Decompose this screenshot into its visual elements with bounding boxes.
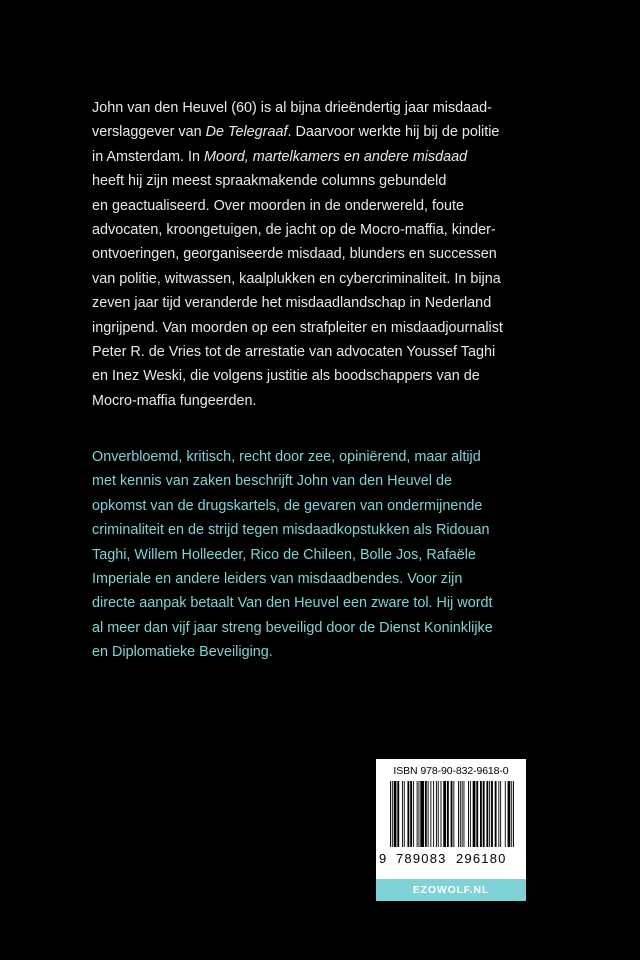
barcode-bar <box>436 781 437 847</box>
quote-line: opkomst van de drugskartels, de gevaren van ondermijnende <box>92 497 483 514</box>
description-line: heeft hij zijn meest spraakmakende columns gebundeld <box>92 173 447 190</box>
barcode-bar <box>480 781 482 847</box>
barcode-bar <box>392 781 393 847</box>
description-text: in Amsterdam. In <box>92 148 204 165</box>
barcode-digits <box>376 847 526 871</box>
newspaper-title: De Telegraaf <box>205 124 288 141</box>
quote-line: Onverbloemd, kritisch, recht door zee, opiniërend, maar altijd <box>92 449 481 465</box>
barcode-digits-left: 789083 <box>396 851 447 866</box>
barcode-bar <box>453 781 454 847</box>
isbn-barcode-block <box>376 759 526 901</box>
barcode-bar <box>430 781 431 847</box>
barcode-bar <box>491 781 493 847</box>
barcode-bar <box>486 781 488 847</box>
description-line: en Inez Weski, die volgens justitie als boodschappers van de <box>92 368 480 385</box>
book-title: Moord, martelkamers en andere misdaad <box>203 148 468 165</box>
barcode-bar <box>443 781 446 847</box>
barcode-bar <box>433 781 434 847</box>
barcode-bar <box>498 781 499 847</box>
description-line: en geactualiseerd. Over moorden in de onderwereld, foute <box>92 197 464 214</box>
barcode-bar <box>462 781 463 847</box>
description-line <box>92 120 532 144</box>
description-line: ontvoeringen, georganiseerde misdaad, blunders en successen <box>92 246 497 263</box>
barcode-bar <box>505 781 506 847</box>
barcode-digits-right: 296180 <box>456 851 507 866</box>
barcode-bar <box>404 781 405 847</box>
publisher-website: EZOWOLF.NL <box>376 879 526 901</box>
barcode-bar <box>441 781 442 847</box>
quote-paragraph <box>92 445 532 665</box>
description-line <box>92 145 532 169</box>
barcode-bar <box>438 781 439 847</box>
barcode-bar <box>390 781 391 847</box>
quote-line: met kennis van zaken beschrijft John van den Heuvel de <box>92 473 452 490</box>
barcode-bar <box>397 781 399 847</box>
barcode-bar <box>425 781 427 847</box>
quote-line: Imperiale en andere leiders van misdaadbendes. Voor zijn <box>92 571 463 588</box>
barcode-bar <box>402 781 403 847</box>
barcode-bar <box>483 781 485 847</box>
description-text: verslaggever van <box>92 124 206 141</box>
barcode-bar <box>418 781 419 847</box>
barcode-bar <box>470 781 471 847</box>
barcode-bar <box>495 781 497 847</box>
description-paragraph <box>92 96 532 413</box>
barcode-bar <box>428 781 429 847</box>
quote-line: Taghi, Willem Holleeder, Rico de Chileen, Bolle Jos, Rafaële <box>92 546 476 563</box>
barcode-bar <box>413 781 414 847</box>
barcode-bar <box>417 781 418 847</box>
description-line: advocaten, kroongetuigen, de jacht op de Mocro-maffia, kinder- <box>92 222 496 239</box>
description-line: John van den Heuvel (60) is al bijna drieëndertig jaar misdaad- <box>92 100 492 116</box>
barcode-bar <box>508 781 511 847</box>
description-line: van politie, witwassen, kaalplukken en cybercriminaliteit. In bijna <box>92 270 501 287</box>
barcode-bar <box>468 781 469 847</box>
barcode-bar <box>451 781 453 847</box>
barcode-bar <box>410 781 412 847</box>
barcode-bar <box>420 781 424 847</box>
description-text: . Daarvoor werkte hij bij de politie <box>287 124 500 141</box>
barcode-bar <box>407 781 409 847</box>
barcode-bar <box>473 781 476 847</box>
quote-line: criminaliteit en de strijd tegen misdaadkopstukken als Ridouan <box>92 522 490 539</box>
barcode-bar <box>447 781 449 847</box>
barcode-icon <box>390 781 514 847</box>
description-line: zeven jaar tijd veranderde het misdaadlandschap in Nederland <box>92 295 492 312</box>
barcode-bar <box>394 781 397 847</box>
barcode-bar <box>476 781 478 847</box>
quote-line: directe aanpak betaalt Van den Heuvel een zware tol. Hij wordt <box>92 595 493 612</box>
barcode-bar <box>513 781 514 847</box>
description-line: Peter R. de Vries tot de arrestatie van advocaten Youssef Taghi <box>92 344 496 361</box>
isbn-label: ISBN 978-90-832-9618-0 <box>393 765 509 777</box>
barcode-bar <box>458 781 459 847</box>
quote-line: al meer dan vijf jaar streng beveiligd door de Dienst Koninklijke <box>92 619 493 636</box>
barcode-digit-first: 9 <box>379 851 388 866</box>
description-line: ingrijpend. Van moorden op een strafpleiter en misdaadjournalist <box>92 319 503 336</box>
barcode-bar <box>463 781 464 847</box>
description-line: Mocro-maffia fungeerden. <box>92 392 257 409</box>
barcode-bar <box>489 781 490 847</box>
barcode-bar <box>500 781 501 847</box>
barcode-bar <box>511 781 512 847</box>
quote-line: en Diplomatieke Beveiliging. <box>92 644 273 661</box>
barcode-bar <box>460 781 461 847</box>
